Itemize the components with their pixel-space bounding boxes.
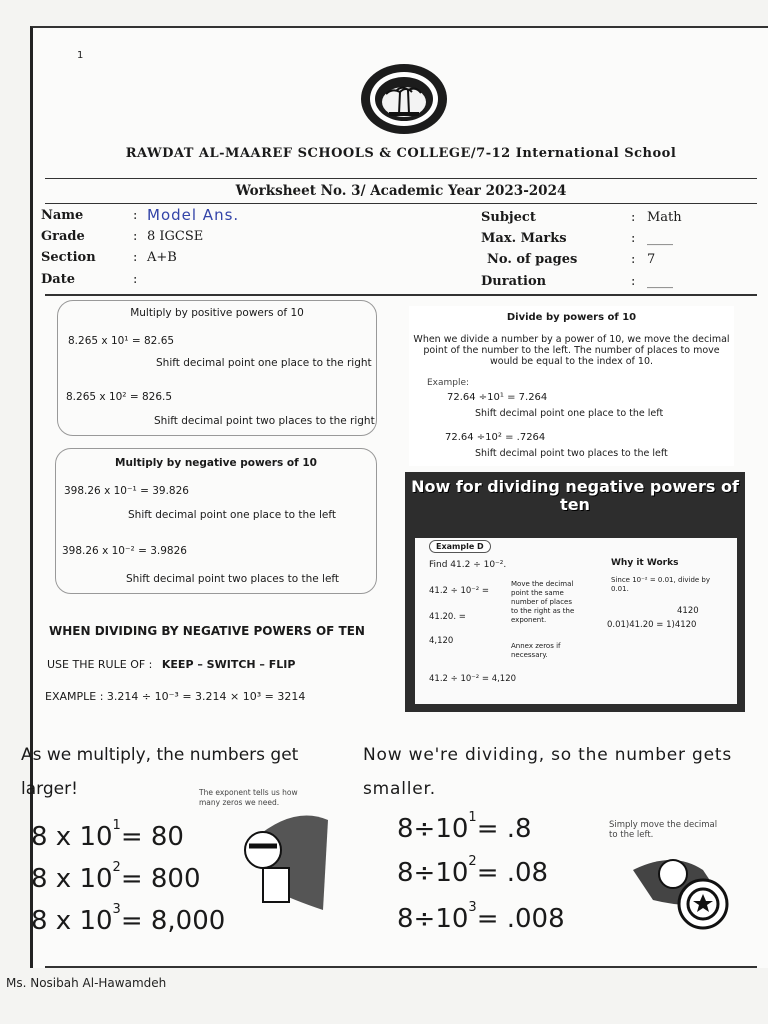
- divider: [45, 966, 757, 968]
- max-marks-label: Max. Marks: [481, 231, 567, 246]
- worksheet-page: [21, 26, 768, 968]
- colon: :: [631, 231, 636, 246]
- equation: 8.265 x 10² = 826.5: [66, 391, 173, 403]
- use-rule-label: USE THE RULE OF :: [47, 658, 153, 671]
- eq-base: 8 x 10: [31, 864, 113, 894]
- divider: [45, 294, 757, 296]
- note: Shift decimal point two places to the right: [154, 415, 375, 427]
- colon: :: [133, 229, 138, 244]
- eq-exponent: 3: [112, 902, 121, 917]
- negative-powers-example: [405, 472, 745, 712]
- rule-name: KEEP – SWITCH – FLIP: [161, 658, 296, 671]
- multiply-negative-box: [55, 448, 377, 594]
- divide-powers-box: [409, 306, 734, 466]
- eq-exponent: 1: [112, 818, 121, 833]
- equation: 398.26 x 10⁻¹ = 39.826: [64, 485, 189, 497]
- equation: 398.26 x 10⁻² = 3.9826: [62, 545, 187, 557]
- info-block: [41, 208, 761, 298]
- colon: :: [133, 208, 138, 223]
- section-label: Section: [41, 250, 96, 265]
- eq-result: = .008: [476, 904, 565, 934]
- find-text: Find 41.2 ÷ 10⁻².: [429, 560, 507, 570]
- colon: :: [133, 272, 138, 287]
- step-3: 4,120: [429, 636, 454, 646]
- long-division: 0.01)41.20 = 1)4120: [607, 620, 697, 630]
- colon: :: [631, 274, 636, 289]
- superhero-cartoon-right: [623, 840, 753, 952]
- example-panel: [415, 538, 737, 704]
- name-value: Model Ans.: [147, 206, 240, 224]
- note: Shift decimal point two places to the left: [126, 573, 340, 585]
- note: Shift decimal point one place to the right: [156, 357, 372, 369]
- pages-label: No. of pages: [487, 252, 578, 267]
- divide-equation-2: [397, 854, 549, 888]
- equation: 72.64 ÷10¹ = 7.264: [447, 392, 548, 403]
- step-3-note: Annex zeros if necessary.: [511, 642, 561, 659]
- eq-base: 8 x 10: [31, 906, 113, 936]
- divide-equation-1: [397, 810, 532, 844]
- step-1-note: Move the decimal point the same number of places to the right as the exponent.: [511, 580, 575, 624]
- colon: :: [631, 252, 636, 267]
- eq-exponent: 3: [468, 900, 477, 915]
- multiply-equation-2: [31, 860, 201, 894]
- example-tag: Example D: [429, 540, 491, 553]
- duration-value: ____: [647, 274, 673, 289]
- note: Shift decimal point one place to the left: [128, 509, 336, 521]
- teacher-name: Ms. Nosibah Al-Hawamdeh: [6, 976, 167, 990]
- divider: [45, 203, 757, 204]
- subject-value: Math: [647, 210, 682, 225]
- duration-label: Duration: [481, 274, 547, 289]
- school-name: RAWDAT AL-MAAREF SCHOOLS & COLLEGE/7-12 International School: [125, 146, 677, 161]
- explanation: When we divide a number by a power of 10, we move the decimal point of the number to the left. The number of places to move would be equal to the index of 10.: [413, 334, 730, 367]
- use-rule-text: [47, 658, 295, 671]
- example-label: Example:: [427, 378, 470, 388]
- section-value: A+B: [147, 250, 177, 265]
- step-1: 41.2 ÷ 10⁻² =: [429, 586, 489, 596]
- worksheet-title: Worksheet No. 3/ Academic Year 2023-2024: [235, 183, 567, 199]
- eq-base: 8÷10: [397, 904, 469, 934]
- page-number: 1: [77, 50, 84, 61]
- result: 41.2 ÷ 10⁻² = 4,120: [429, 674, 517, 684]
- eq-base: 8÷10: [397, 858, 469, 888]
- rule-heading: WHEN DIVIDING BY NEGATIVE POWERS OF TEN: [49, 624, 365, 638]
- note: Shift decimal point two places to the left: [475, 448, 668, 459]
- grade-value: 8 IGCSE: [147, 229, 204, 244]
- divide-equation-3: [397, 900, 565, 934]
- box-title: Multiply by negative powers of 10: [115, 457, 317, 469]
- superhero-cartoon-left: [233, 810, 333, 920]
- eq-result: = 800: [120, 864, 201, 894]
- why-heading: Why it Works: [611, 558, 679, 568]
- divider: [45, 178, 757, 179]
- note: Shift decimal point one place to the left: [475, 408, 664, 419]
- why-text: Since 10⁻² = 0.01, divide by 0.01.: [611, 576, 711, 593]
- equation: 8.265 x 10¹ = 82.65: [68, 335, 175, 347]
- grade-label: Grade: [41, 229, 85, 244]
- multiply-equation-3: [31, 902, 226, 936]
- divide-heading: Now we're dividing, so the number gets smaller.: [363, 745, 733, 799]
- eq-base: 8 x 10: [31, 822, 113, 852]
- eq-result: = 80: [120, 822, 184, 852]
- eq-exponent: 1: [468, 810, 477, 825]
- equation: 72.64 ÷10² = .7264: [445, 432, 546, 443]
- multiply-positive-box: [57, 300, 377, 436]
- multiply-equation-1: [31, 818, 184, 852]
- box-title: Multiply by positive powers of 10: [130, 307, 304, 319]
- multiply-heading: As we multiply, the numbers get larger!: [21, 745, 299, 799]
- rule-example: EXAMPLE : 3.214 ÷ 10⁻³ = 3.214 × 10³ = 3214: [45, 690, 306, 703]
- eq-result: = .08: [476, 858, 549, 888]
- eq-exponent: 2: [468, 854, 477, 869]
- decimal-caption: Simply move the decimal to the left.: [609, 820, 718, 840]
- box-title: Divide by powers of 10: [506, 312, 637, 323]
- step-2: 41.20. =: [429, 612, 466, 622]
- name-label: Name: [41, 208, 84, 223]
- school-logo: [359, 62, 449, 136]
- pages-value: 7: [647, 252, 656, 267]
- exponent-caption: The exponent tells us how many zeros we need.: [199, 788, 298, 807]
- date-label: Date: [41, 272, 75, 287]
- quotient: 4120: [677, 606, 699, 616]
- eq-result: = 8,000: [120, 906, 226, 936]
- colon: :: [133, 250, 138, 265]
- max-marks-value: ____: [647, 231, 673, 246]
- subject-label: Subject: [481, 210, 536, 225]
- eq-exponent: 2: [112, 860, 121, 875]
- eq-result: = .8: [476, 814, 532, 844]
- banner-title: Now for dividing negative powers of ten: [411, 477, 739, 514]
- colon: :: [631, 210, 636, 225]
- eq-base: 8÷10: [397, 814, 469, 844]
